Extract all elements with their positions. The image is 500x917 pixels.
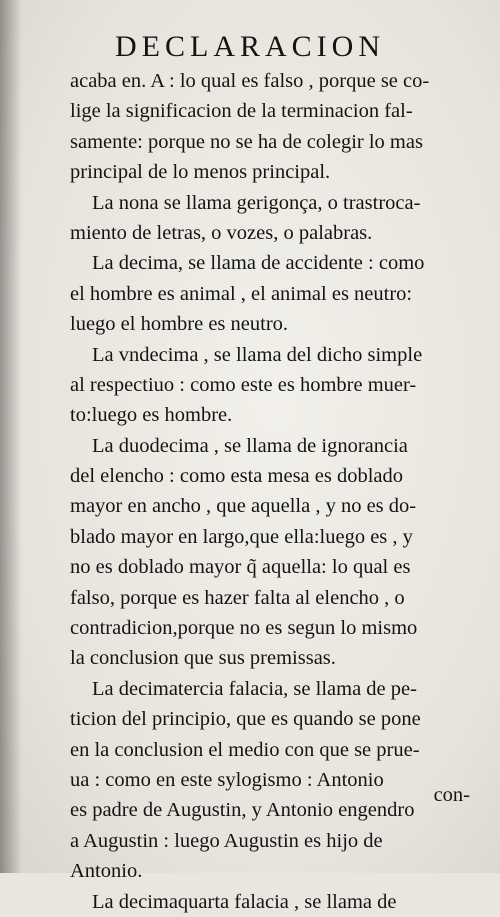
text-line: principal de lo menos principal.	[70, 161, 331, 184]
text-line: to:luego es hombre.	[70, 404, 233, 427]
paragraph	[70, 887, 475, 917]
text-line: La vndecima , se llama del dicho simple	[92, 343, 423, 366]
text-line: samente: porque no se ha de colegir lo mas	[70, 130, 423, 153]
text-line: ticion del principio, que es quando se pone	[70, 708, 421, 731]
text-line: La nona se llama gerigonça, o trastroca-	[92, 191, 421, 214]
body-text	[70, 66, 475, 917]
text-line: a Augustin : luego Augustin es hijo de	[70, 829, 383, 852]
text-line: Antonio.	[70, 860, 143, 883]
text-line: blado mayor en largo,que ella:luego es , y	[70, 525, 413, 548]
gutter-shadow	[0, 0, 22, 873]
text-line: acaba en. A : lo qual es falso , porque se co-	[70, 70, 430, 92]
paragraph	[70, 431, 475, 674]
text-line: La decimaquarta falacia , se llama de	[92, 890, 397, 913]
text-line: contradicion,porque no es segun lo mismo	[70, 617, 418, 640]
paragraph	[70, 674, 475, 887]
text-line: ua : como en este sylogismo : Antonio	[70, 768, 384, 791]
paragraph	[70, 188, 475, 249]
text-line: al respectiuo : como este es hombre muer-	[70, 373, 417, 396]
text-line: la conclusion que sus premissas.	[70, 647, 336, 670]
text-line: del elencho : como esta mesa es doblado	[70, 465, 404, 488]
catchword: con-	[433, 784, 470, 806]
text-line: La decima, se llama de accidente : como	[92, 252, 425, 275]
text-line: el hombre es animal , el animal es neutro:	[70, 282, 413, 305]
paragraph	[70, 66, 475, 188]
running-head: DECLARACION	[115, 30, 385, 63]
text-line: es padre de Augustin, y Antonio engendro	[70, 799, 415, 822]
paragraph	[70, 340, 475, 431]
paragraph	[70, 248, 475, 339]
text-line: luego el hombre es neutro.	[70, 313, 289, 336]
text-line: falso, porque es hazer falta al elencho , o	[70, 586, 405, 609]
text-line: La duodecima , se llama de ignorancia	[92, 434, 408, 457]
text-line: mayor en ancho , que aquella , y no es do-	[70, 495, 417, 518]
text-line: miento de letras, o vozes, o palabras.	[70, 221, 373, 244]
text-line: lige la significacion de la terminacion fal-	[70, 100, 413, 123]
text-line: en la conclusion el medio con que se prue-	[70, 738, 420, 761]
text-line: La decimatercia falacia, se llama de pe-	[92, 677, 417, 700]
text-line: no es doblado mayor q̃ aquella: lo qual es	[70, 556, 411, 579]
